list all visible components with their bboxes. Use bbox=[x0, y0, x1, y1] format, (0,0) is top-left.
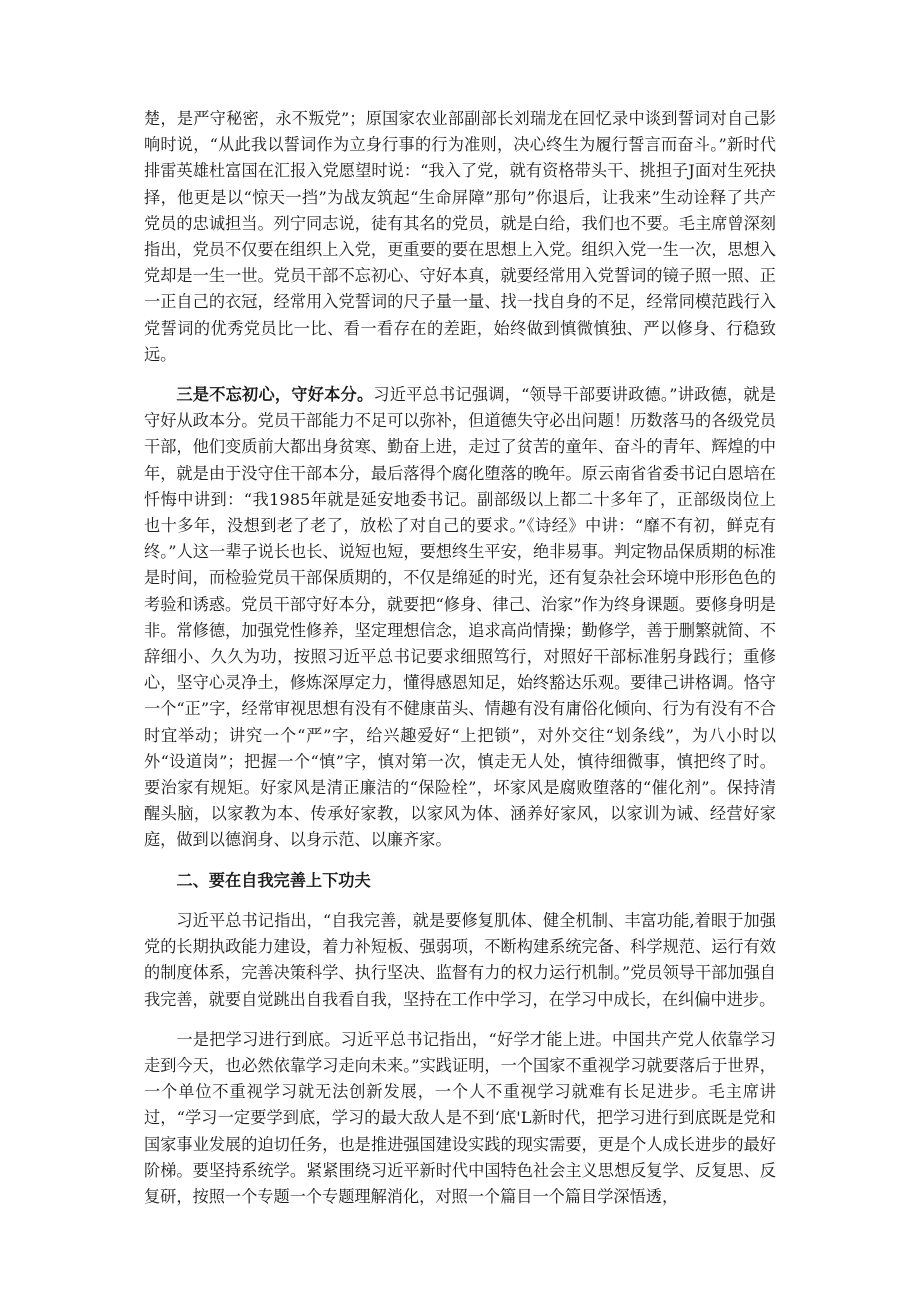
paragraph-keep-duty bbox=[144, 382, 776, 854]
paragraph-lead-title: 三是不忘初心，守好本分。 bbox=[176, 385, 374, 405]
paragraph-self-improvement: 习近平总书记指出，“自我完善，就是要修复肌体、健全机制、丰富功能,着眼于加强党的长期执政能力建设，着力补短板、强弱项，不断构建系统完备、科学规范、运行有效的制度体系，完善决策科学、执行坚决、监督有力的权力运行机制。”党员领导干部加强自我完善，就要自觉跳出自我看自我，坚持在工作中学习，在学习中成长，在纠偏中进步。 bbox=[144, 910, 776, 1009]
paragraph-body: 习近平总书记强调，“领导干部要讲政德。”讲政德，就是守好从政本分。党员干部能力不足可以弥补，但道德失守必出问题！历数落马的各级党员干部，他们变质前大都出身贫寒、勤奋上进，走过了贫苦的童年、奋斗的青年、辉煌的中年，就是由于没守住干部本分，最后落得个腐化堕落的晚年。原云南省省委书记白恩培在忏悔中讲到：“我1985年就是延安地委书记。副部级以上都二十多年了，正部级岗位上也十多年，没想到老了老了，放松了对自己的要求。”《诗经》中讲：“靡不有初，鲜克有终。”人这一辈子说长也长、说短也短，要想终生平安，绝非易事。判定物品保质期的标准是时间，而检验党员干部保质期的，不仅是绵延的时光，还有复杂社会环境中形形色色的考验和诱惑。党员干部守好本分，就要把“修身、律己、治家”作为终身课题。要修身明是非。常修德，加强党性修养，坚定理想信念，追求高尚情操；勤修学，善于删繁就简、不辞细小、久久为功，按照习近平总书记要求细照笃行，对照好干部标准躬身践行；重修心，坚守心灵净土，修炼深厚定力，懂得感恩知足，始终豁达乐观。要律己讲格调。恪守一个“正”字，经常审视思想有没有不健康苗头、情趣有没有庸俗化倾向、行为有没有不合时宜举动；讲究一个“严”字，给兴趣爱好“上把锁”，对外交往“划条线”，为八小时以外“设道岗”；把握一个“慎”字，慎对第一次，慎走无人处，慎待细微事，慎把终了时。要治家有规矩。好家风是清正廉洁的“保险栓”，坏家风是腐败堕落的“催化剂”。保持清醒头脑，以家教为本、传承好家教，以家风为体、涵养好家风，以家训为诫、经营好家庭，做到以德润身、以身示范、以廉齐家。 bbox=[144, 385, 777, 850]
section-heading-self-improvement: 二、要在自我完善上下功夫 bbox=[176, 870, 371, 890]
paragraph-oath: 楚，是严守秘密，永不叛党”；原国家农业部副部长刘瑞龙在回忆录中谈到誓词对自己影响时说，“从此我以誓词作为立身行事的行为准则，决心终生为履行誓言而奋斗。”新时代排雷英雄杜富国在汇报入党愿望时说：“我入了党，就有资格带头干、挑担子J面对生死抉择，他更是以“惊天一挡”为战友筑起“生命屏障”那句”你退后，让我来”生动诠释了共产党员的忠诚担当。列宁同志说，徒有其名的党员，就是白给，我们也不要。毛主席曾深刻指出，党员不仅要在组织上入党，更重要的要在思想上入党。组织入党一生一次，思想入党却是一生一世。党员干部不忘初心、守好本真，就要经常用入党誓词的镜子照一照、正一正自己的衣冠，经常用入党誓词的尺子量一量、找一找自身的不足，经常同模范践行入党誓词的优秀党员比一比、看一看存在的差距，始终做到慎微慎独、严以修身、行稳致远。 bbox=[144, 109, 776, 364]
paragraph-study: 一是把学习进行到底。习近平总书记指出，“好学才能上进。中国共产党人依靠学习走到今天，也必然依靠学习走向未来。”实践证明，一个国家不重视学习就要落后于世界，一个单位不重视学习就无法创新发展，一个人不重视学习就难有长足进步。毛主席讲过，“学习一定要学到底，学习的最大敌人是不到‘底'L新时代，把学习进行到底既是党和国家事业发展的迫切任务，也是推进强国建设实践的现实需要，更是个人成长进步的最好阶梯。要坚持系统学。紧紧围绕习近平新时代中国特色社会主义思想反复学、反复思、反复研，按照一个专题一个专题理解消化，对照一个篇目一个篇目学深悟透， bbox=[144, 1029, 776, 1206]
